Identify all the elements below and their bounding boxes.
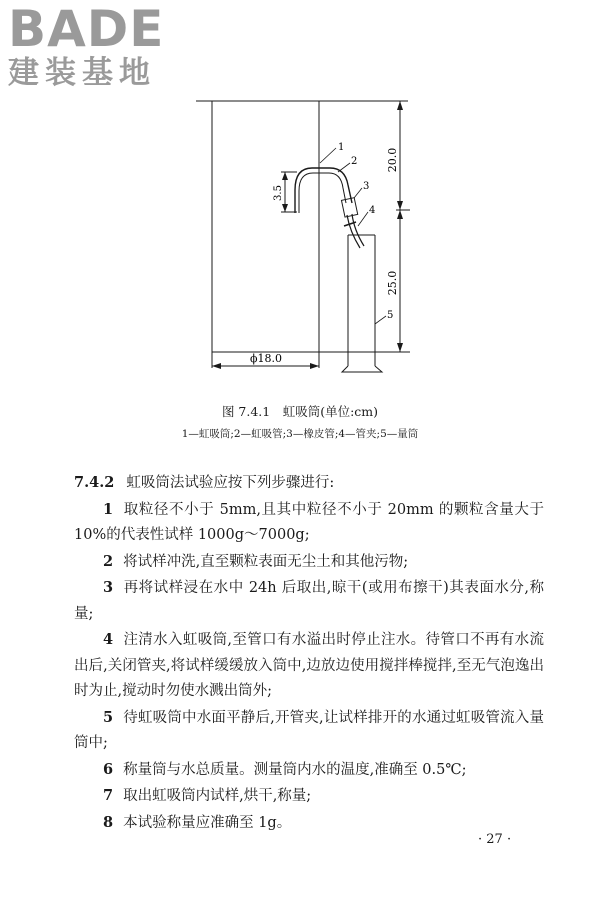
leader-3 [354, 188, 362, 198]
page-number: · 27 · [478, 832, 512, 847]
figure-caption: 图 7.4.1 虹吸筒(单位:cm) [221, 404, 379, 419]
arrow-dia-left [212, 363, 221, 369]
logo-subtitle: 建装基地 [8, 55, 156, 91]
tube-lower-inner [352, 214, 364, 246]
arrow-mid-up [397, 201, 403, 210]
callout-1: 1 [338, 142, 345, 153]
siphon-tube-inner [299, 173, 346, 213]
step-number: 4 [103, 631, 114, 648]
step-number: 1 [103, 500, 114, 518]
arrow-hook-bottom [282, 204, 288, 212]
leader-2 [338, 163, 350, 172]
step-text: 注清水入虹吸筒,至管口有水溢出时停止注水。待管口不再有水流出后,关闭管夹,将试样缓缓放入筒中,边放边使用搅拌棒搅拌,至无气泡逸出时为止,搅动时勿使水溅出筒外; [74, 632, 544, 699]
step-number: 2 [103, 552, 114, 570]
siphon-cylinder-figure [0, 0, 600, 400]
callout-2: 2 [351, 156, 358, 167]
step-number: 8 [103, 813, 114, 831]
section-heading [74, 470, 544, 497]
step-item [74, 757, 544, 784]
measuring-cylinder-base [342, 366, 382, 372]
step-item [74, 783, 544, 810]
arrow-dia-right [310, 363, 319, 369]
step-number: 5 [103, 708, 114, 726]
step-item [74, 627, 544, 705]
callout-5: 5 [387, 310, 394, 321]
step-item [74, 705, 544, 757]
step-item [74, 549, 544, 576]
step-item [74, 810, 544, 837]
step-number: 3 [103, 579, 114, 596]
leader-5 [375, 316, 386, 324]
dim-bottom-height: 25.0 [386, 270, 399, 296]
step-text: 将试样冲洗,直至颗粒表面无尘土和其他污物; [123, 553, 409, 570]
section-number: 7.4.2 [74, 474, 115, 491]
callout-3: 3 [363, 181, 370, 192]
arrow-hook-top [282, 172, 288, 180]
figure-legend: 1—虹吸筒;2—虹吸管;3—橡皮管;4—管夹;5—量筒 [181, 428, 419, 440]
step-text: 取粒径不小于 5mm,且其中粒径不小于 20mm 的颗粒含量大于 10%的代表性试样 1000g～7000g; [74, 501, 544, 543]
step-text: 待虹吸筒中水面平静后,开管夹,让试样排开的水通过虹吸管流入量筒中; [74, 709, 544, 751]
arrow-top [397, 101, 403, 110]
step-number: 7 [103, 787, 114, 804]
step-text: 称量筒与水总质量。测量筒内水的温度,准确至 0.5℃; [123, 761, 467, 778]
logo-word: BADE [8, 0, 165, 58]
dim-hook: 3.5 [273, 185, 284, 201]
leader-4 [358, 212, 368, 226]
step-item [74, 575, 544, 627]
rubber-hose [341, 198, 357, 217]
callout-4: 4 [369, 205, 376, 216]
step-text: 取出虹吸筒内试样,烘干,称量; [123, 788, 312, 804]
dim-top-height: 20.0 [386, 147, 399, 173]
leader-1 [320, 148, 336, 163]
step-item [74, 497, 544, 549]
dim-diameter: ϕ18.0 [250, 352, 282, 365]
arrow-mid-down [397, 210, 403, 219]
section-intro: 虹吸筒法试验应按下列步骤进行: [126, 475, 335, 491]
section-body [74, 470, 544, 836]
step-text: 再将试样浸在水中 24h 后取出,晾干(或用布擦干)其表面水分,称量; [74, 580, 544, 622]
arrow-bottom [397, 343, 403, 352]
step-number: 6 [103, 760, 114, 778]
step-text: 本试验称量应准确至 1g。 [123, 814, 292, 831]
